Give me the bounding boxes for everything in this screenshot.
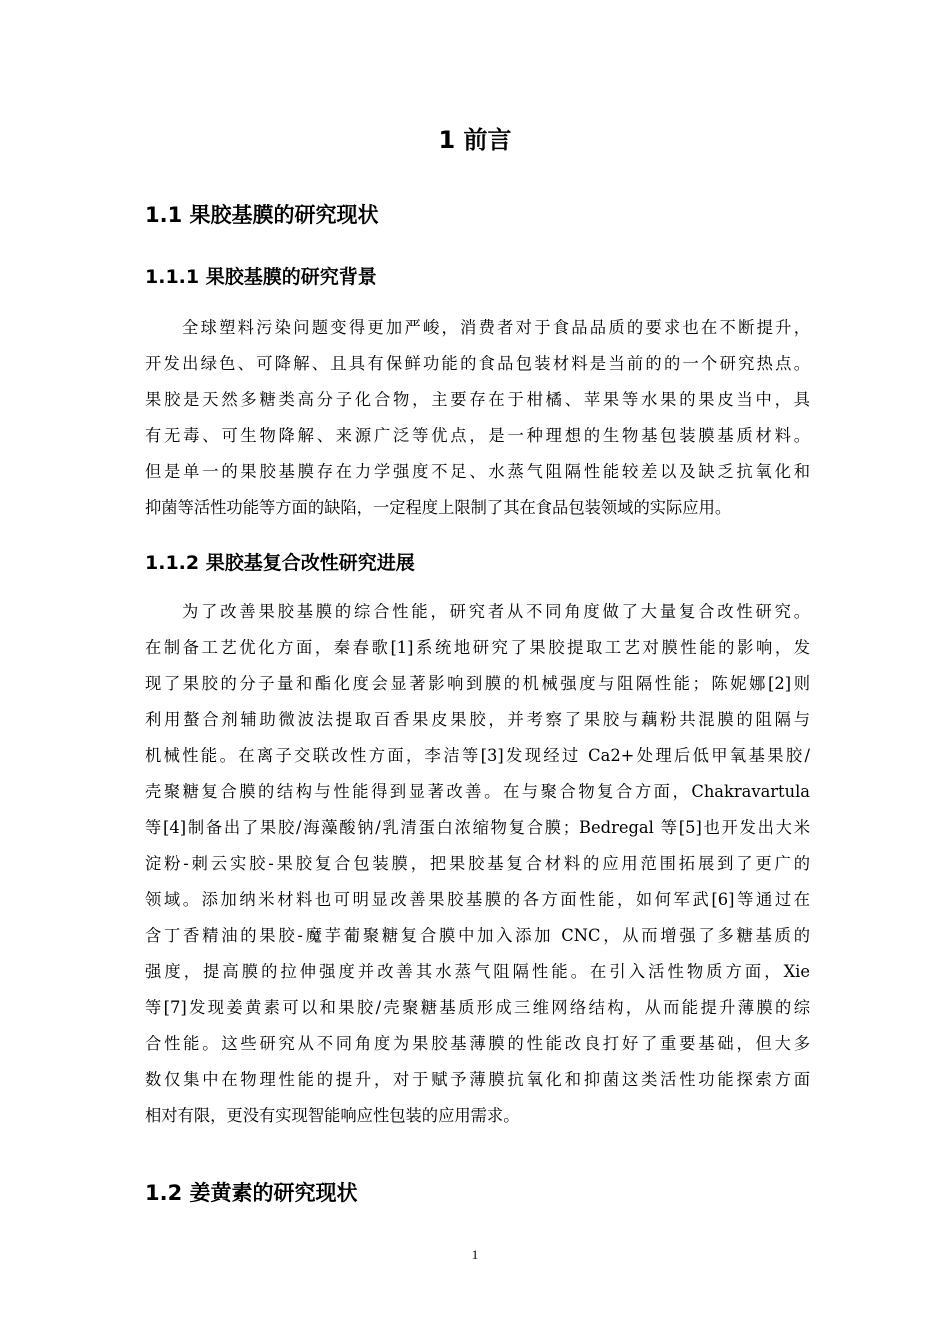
chapter-title: 1 前言 [438,126,512,154]
text-line: 数仅集中在物理性能的提升，对于赋予薄膜抗氧化和抑菌这类活性功能探索方面 [145,1070,810,1089]
text-line: 开发出绿色、可降解、且具有保鲜功能的食品包装材料是当前的的一个研究热点。 [145,354,810,373]
paragraph-progress [145,594,810,1134]
section-heading-1-1: 1.1 果胶基膜的研究现状 [145,203,379,227]
text-line: 现了果胶的分子量和酯化度会显著影响到膜的机械强度与阻隔性能；陈妮娜[2]则 [145,674,810,693]
page-number: 1 [471,1247,479,1262]
text-line: 壳聚糖复合膜的结构与性能得到显著改善。在与聚合物复合方面，Chakravartula [145,782,810,801]
text-line: 淀粉-刺云实胶-果胶复合包装膜，把果胶基复合材料的应用范围拓展到了更广的 [145,854,810,873]
section-heading-1-2: 1.2 姜黄素的研究现状 [145,1181,358,1205]
text-line: 抑菌等活性功能等方面的缺陷，一定程度上限制了其在食品包装领域的实际应用。 [145,498,732,517]
text-line: 全球塑料污染问题变得更加严峻，消费者对于食品品质的要求也在不断提升， [182,318,810,337]
text-line: 合性能。这些研究从不同角度为果胶基薄膜的性能改良打好了重要基础，但大多 [145,1034,810,1053]
paragraph-background [145,310,810,526]
subsection-heading-1-1-2: 1.1.2 果胶基复合改性研究进展 [145,552,415,574]
text-line: 机械性能。在离子交联改性方面，李洁等[3]发现经过 Ca2+处理后低甲氧基果胶/ [145,746,810,765]
text-line: 有无毒、可生物降解、来源广泛等优点，是一种理想的生物基包装膜基质材料。 [145,426,810,445]
text-line: 等[7]发现姜黄素可以和果胶/壳聚糖基质形成三维网络结构，从而能提升薄膜的综 [145,998,810,1017]
text-line: 果胶是天然多糖类高分子化合物，主要存在于柑橘、苹果等水果的果皮当中，具 [145,390,810,409]
text-line: 领域。添加纳米材料也可明显改善果胶基膜的各方面性能，如何军武[6]等通过在 [145,890,810,909]
text-line: 为了改善果胶基膜的综合性能，研究者从不同角度做了大量复合改性研究。 [182,602,810,621]
text-line: 相对有限，更没有实现智能响应性包装的应用需求。 [145,1106,520,1125]
text-line: 强度，提高膜的拉伸强度并改善其水蒸气阻隔性能。在引入活性物质方面，Xie [145,962,810,981]
text-line: 但是单一的果胶基膜存在力学强度不足、水蒸气阻隔性能较差以及缺乏抗氧化和 [145,462,810,481]
subsection-heading-1-1-1: 1.1.1 果胶基膜的研究背景 [145,266,377,288]
text-line: 含丁香精油的果胶-魔芋葡聚糖复合膜中加入添加 CNC，从而增强了多糖基质的 [145,926,810,945]
text-line: 等[4]制备出了果胶/海藻酸钠/乳清蛋白浓缩物复合膜；Bedregal 等[5]也开发出大米 [145,818,810,837]
text-line: 在制备工艺优化方面，秦春歌[1]系统地研究了果胶提取工艺对膜性能的影响，发 [145,638,810,657]
text-line: 利用螯合剂辅助微波法提取百香果皮果胶，并考察了果胶与藕粉共混膜的阻隔与 [145,710,810,729]
